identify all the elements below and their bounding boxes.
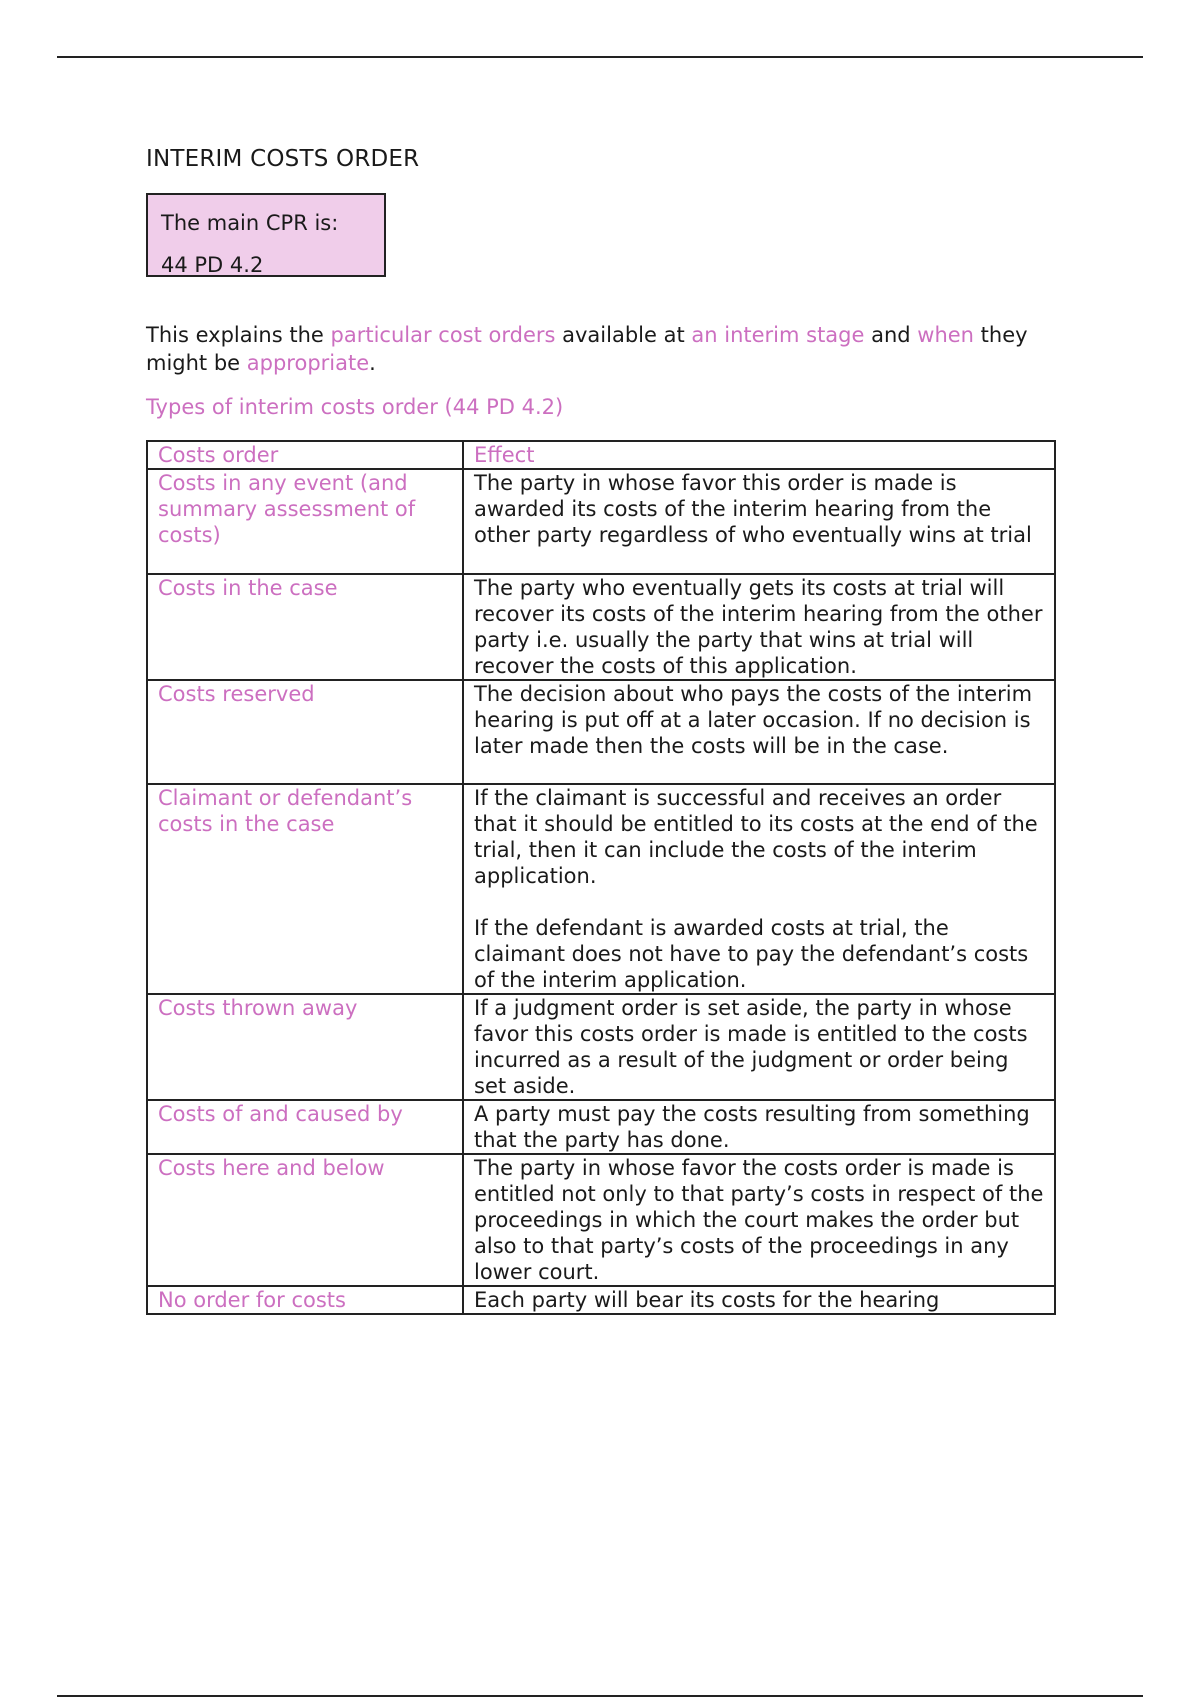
- row-effect: The decision about who pays the costs of the interim hearing is put off at a later occasion. If no decision is later made then the costs will be in the case.: [463, 680, 1055, 784]
- intro-text-4: they might be: [146, 323, 1028, 375]
- costs-orders-table: [146, 440, 1056, 1315]
- row-effect: Each party will bear its costs for the hearing: [463, 1286, 1055, 1314]
- row-costs-order: Costs of and caused by: [147, 1100, 463, 1154]
- table-row: [147, 784, 1055, 994]
- header-costs-order: Costs order: [147, 441, 463, 469]
- row-costs-order: Costs here and below: [147, 1154, 463, 1286]
- intro-text-1: This explains the: [146, 323, 331, 347]
- table-row: [147, 1100, 1055, 1154]
- intro-paragraph: [146, 321, 1046, 377]
- row-costs-order: Costs reserved: [147, 680, 463, 784]
- table-row: [147, 994, 1055, 1100]
- table-subheading: Types of interim costs order (44 PD 4.2): [146, 395, 564, 419]
- intro-highlight-2: an interim stage: [691, 323, 865, 347]
- intro-text-3: and: [864, 323, 918, 347]
- intro-text-5: .: [369, 351, 376, 375]
- intro-highlight-1: particular cost orders: [330, 323, 556, 347]
- table-row: [147, 680, 1055, 784]
- header-effect: Effect: [463, 441, 1055, 469]
- row-effect: If a judgment order is set aside, the party in whose favor this costs order is made is entitled to the costs incurred as a result of the judgment or order being set aside.: [463, 994, 1055, 1100]
- cpr-reference-box: [146, 193, 386, 277]
- table-row: [147, 469, 1055, 574]
- table-header-row: [147, 441, 1055, 469]
- cpr-box-line-1: The main CPR is:: [161, 211, 339, 235]
- table-row: [147, 574, 1055, 680]
- row-effect: A party must pay the costs resulting from something that the party has done.: [463, 1100, 1055, 1154]
- row-effect: The party who eventually gets its costs at trial will recover its costs of the interim hearing from the other party i.e. usually the party that wins at trial will recover the costs of this application.: [463, 574, 1055, 680]
- table-row: [147, 1154, 1055, 1286]
- row-costs-order: Costs in the case: [147, 574, 463, 680]
- row-effect-paragraph-1: If the claimant is successful and receives an order that it should be entitled to its costs at the end of the trial, then it can include the costs of the interim application.: [474, 786, 1038, 888]
- intro-text-2: available at: [555, 323, 692, 347]
- row-costs-order: Costs thrown away: [147, 994, 463, 1100]
- intro-highlight-3: when: [917, 323, 974, 347]
- row-effect: The party in whose favor the costs order is made is entitled not only to that party’s costs in respect of the proceedings in which the court makes the order but also to that party’s costs of the proceedings in any lower court.: [463, 1154, 1055, 1286]
- page-top-rule: [57, 56, 1143, 58]
- row-effect-multi: [463, 784, 1055, 994]
- page-bottom-rule: [57, 1695, 1143, 1697]
- row-effect-spacer: [474, 889, 1044, 915]
- row-effect: The party in whose favor this order is made is awarded its costs of the interim hearing from the other party regardless of who eventually wins at trial: [463, 469, 1055, 574]
- row-costs-order: Costs in any event (and summary assessment of costs): [147, 469, 463, 574]
- intro-highlight-4: appropriate: [246, 351, 370, 375]
- row-effect-paragraph-2: If the defendant is awarded costs at trial, the claimant does not have to pay the defendant’s costs of the interim application.: [474, 916, 1029, 992]
- table-row: [147, 1286, 1055, 1314]
- row-costs-order: No order for costs: [147, 1286, 463, 1314]
- row-costs-order: Claimant or defendant’s costs in the case: [147, 784, 463, 994]
- cpr-box-line-2: 44 PD 4.2: [161, 253, 264, 277]
- page-title: INTERIM COSTS ORDER: [146, 146, 420, 172]
